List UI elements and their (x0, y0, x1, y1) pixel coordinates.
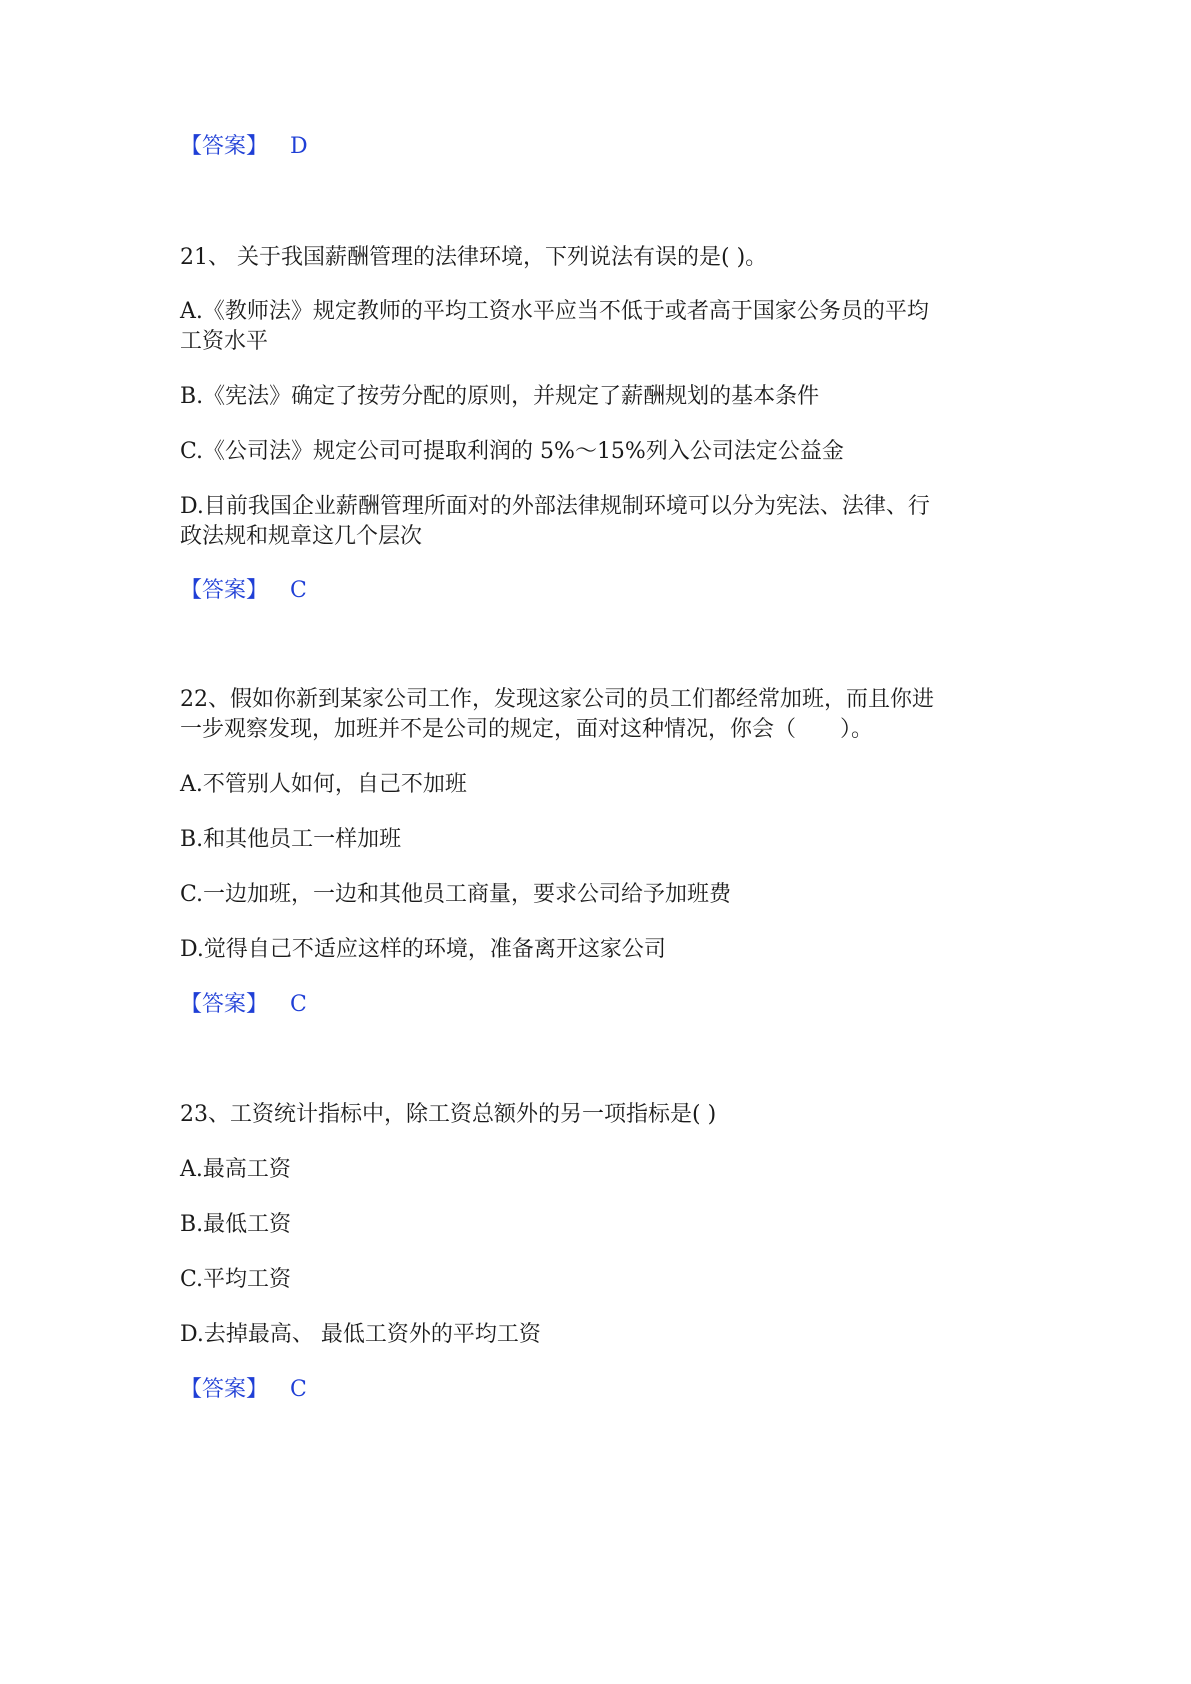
question-21-option-a-line2: 工资水平 (180, 329, 269, 354)
answer-value: C (290, 1377, 307, 1402)
question-22-option-d: D.觉得自己不适应这样的环境，准备离开这家公司 (180, 937, 666, 962)
question-22-stem-line1: 22、假如你新到某家公司工作，发现这家公司的员工们都经常加班，而且你进 (180, 687, 934, 712)
question-23-option-d: D.去掉最高、 最低工资外的平均工资 (180, 1322, 541, 1347)
answer-value: D (290, 134, 308, 159)
answer-label: 【答案】 (180, 578, 269, 603)
question-23-option-a: A.最高工资 (180, 1157, 291, 1182)
question-21-stem: 21、 关于我国薪酬管理的法律环境，下列说法有误的是( )。 (180, 245, 768, 270)
answer-value: C (290, 992, 307, 1017)
question-21-option-d-line1: D.目前我国企业薪酬管理所面对的外部法律规制环境可以分为宪法、法律、行 (180, 494, 930, 519)
question-22-option-c: C.一边加班，一边和其他员工商量，要求公司给予加班费 (180, 882, 732, 907)
answer-23 (180, 1374, 1020, 1406)
question-22-stem-line2: 一步观察发现，加班并不是公司的规定，面对这种情况，你会（ ）。 (180, 717, 874, 742)
answer-label: 【答案】 (180, 992, 269, 1017)
question-23-option-b: B.最低工资 (180, 1212, 292, 1237)
question-23-stem: 23、工资统计指标中，除工资总额外的另一项指标是( ) (180, 1102, 717, 1127)
answer-20 (180, 131, 1020, 163)
answer-22 (180, 989, 1020, 1021)
question-21-option-b: B.《宪法》确定了按劳分配的原则，并规定了薪酬规划的基本条件 (180, 384, 820, 409)
question-21-option-a-line1: A.《教师法》规定教师的平均工资水平应当不低于或者高于国家公务员的平均 (180, 299, 929, 324)
question-22-option-b: B.和其他员工一样加班 (180, 827, 402, 852)
answer-value: C (290, 578, 307, 603)
question-23-option-c: C.平均工资 (180, 1267, 292, 1292)
answer-21 (180, 575, 1020, 607)
question-21-option-d-line2: 政法规和规章这几个层次 (180, 524, 423, 549)
answer-label: 【答案】 (180, 1377, 269, 1402)
question-21-option-c: C.《公司法》规定公司可提取利润的 5%～15%列入公司法定公益金 (180, 439, 844, 464)
question-22-option-a: A.不管别人如何，自己不加班 (180, 772, 467, 797)
answer-label: 【答案】 (180, 134, 269, 159)
